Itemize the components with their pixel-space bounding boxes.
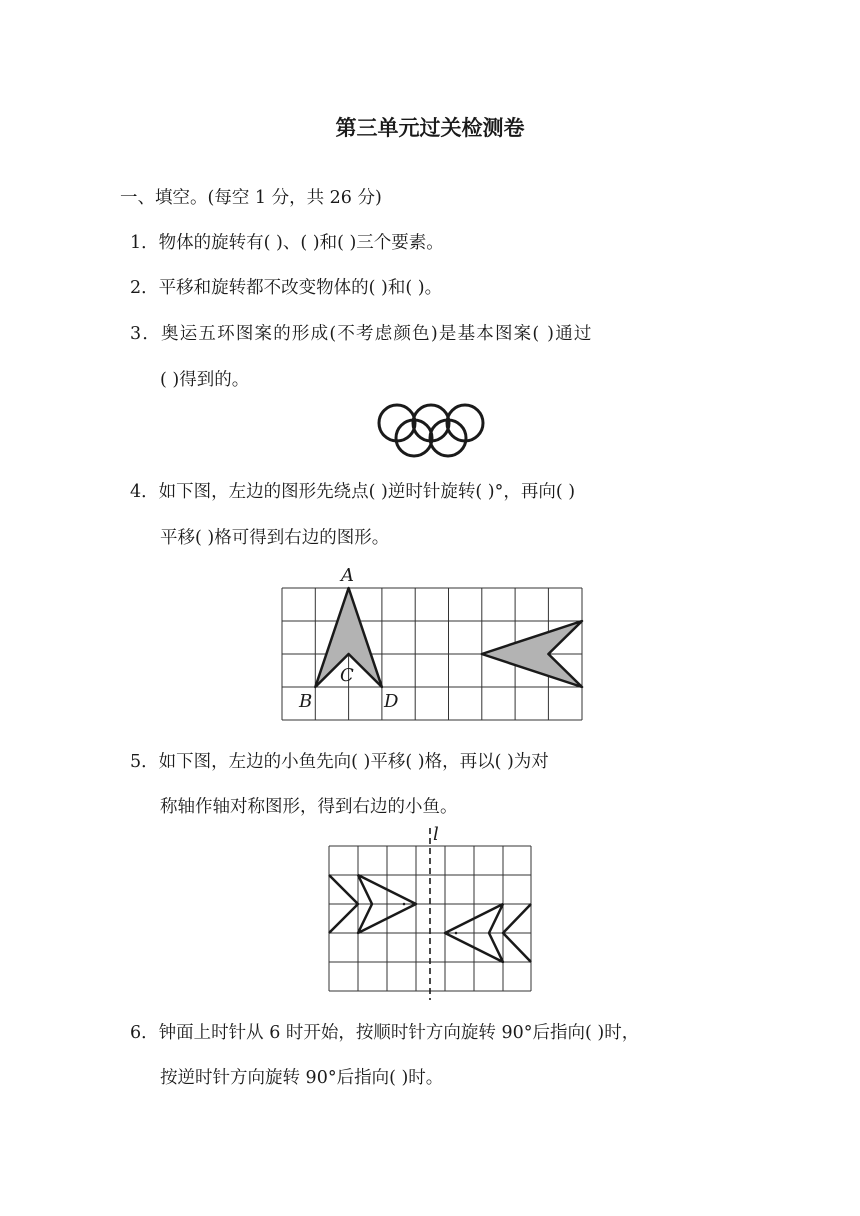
symmetry-axis-label: l	[433, 824, 439, 845]
question-4-line-2: 平移( )格可得到右边的图形。	[160, 528, 390, 548]
rotation-grid-figure	[270, 560, 600, 730]
question-4-line-1: 4．如下图，左边的图形先绕点( )逆时针旋转( )°，再向( )	[130, 482, 576, 502]
question-3-line-1: 3．奥运五环图案的形成(不考虑颜色)是基本图案( )通过	[130, 324, 593, 344]
question-1: 1．物体的旋转有( )、( )和( )三个要素。	[130, 233, 444, 253]
point-label-a: A	[341, 565, 354, 586]
question-6-line-1: 6．钟面上时针从 6 时开始，按顺时针方向旋转 90°后指向( )时，	[130, 1023, 640, 1043]
question-5-line-2: 称轴作轴对称图形，得到右边的小鱼。	[160, 797, 458, 817]
point-label-d: D	[384, 691, 399, 712]
section-heading: 一、填空。(每空 1 分，共 26 分)	[120, 188, 382, 208]
question-3-line-2: ( )得到的。	[160, 370, 250, 390]
point-label-c: C	[340, 665, 354, 686]
fish-symmetry-figure	[320, 822, 540, 1004]
left-fish-eye	[403, 903, 406, 906]
question-2: 2．平移和旋转都不改变物体的( )和( )。	[130, 278, 443, 298]
olympic-rings-figure	[370, 398, 490, 462]
question-5-line-1: 5．如下图，左边的小鱼先向( )平移( )格，再以( )为对	[130, 752, 549, 772]
point-label-b: B	[299, 691, 313, 712]
right-fish-eye	[455, 932, 458, 935]
page-title: 第三单元过关检测卷	[335, 116, 525, 140]
question-6-line-2: 按逆时针方向旋转 90°后指向( )时。	[160, 1068, 444, 1088]
